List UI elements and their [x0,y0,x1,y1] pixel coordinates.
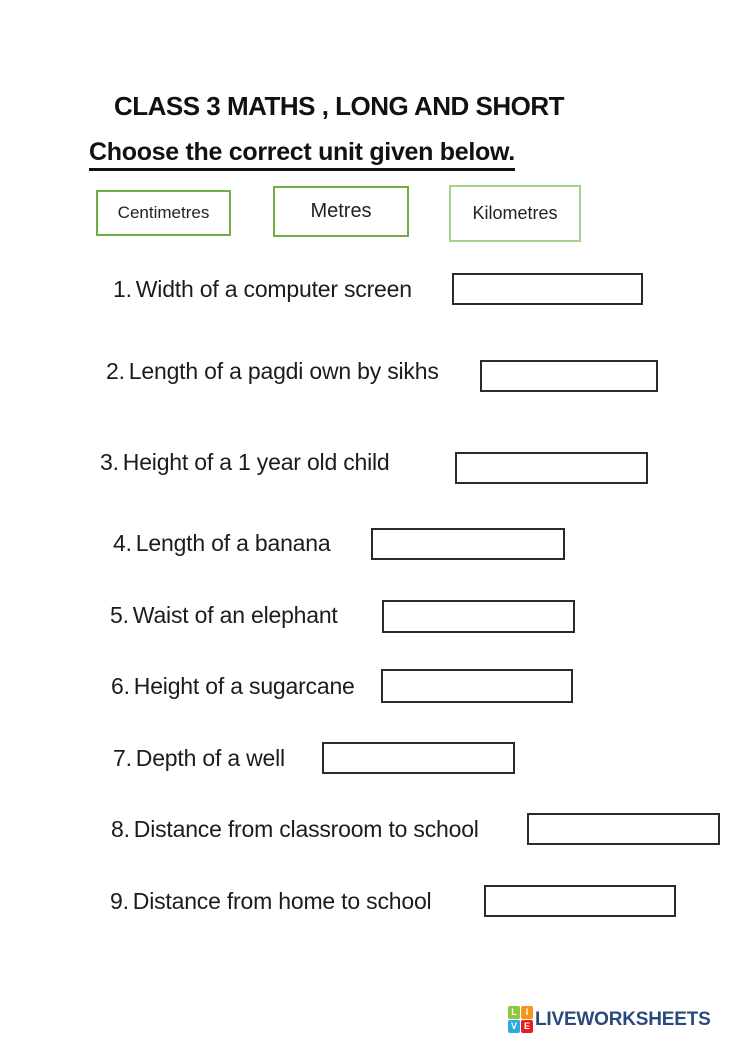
question-number: 9. [110,888,129,914]
unit-option-metres[interactable] [273,186,409,237]
answer-box-2[interactable] [480,360,658,392]
question-row [111,673,355,700]
question-row [113,530,330,557]
question-text: Width of a computer screen [135,276,412,302]
question-number: 5. [110,602,129,628]
logo-square-v: V [508,1020,520,1033]
logo-square-e: E [521,1020,533,1033]
liveworksheets-logo-icon [508,1006,533,1033]
question-number: 3. [100,449,119,475]
worksheet-title: CLASS 3 MATHS , LONG AND SHORT [113,91,565,121]
question-row [106,358,439,385]
instruction-heading: Choose the correct unit given below. [89,138,515,171]
question-text: Waist of an elephant [132,602,338,628]
brand-name: LIVEWORKSHEETS [535,1008,711,1030]
question-row [110,888,431,915]
question-number: 8. [111,816,130,842]
question-number: 1. [113,276,132,302]
question-text: Distance from classroom to school [133,816,479,842]
answer-box-3[interactable] [455,452,648,484]
question-row [113,745,285,772]
question-text: Depth of a well [135,745,285,771]
question-row [100,449,390,476]
question-number: 2. [106,358,125,384]
question-number: 6. [111,673,130,699]
answer-box-8[interactable] [527,813,720,845]
question-row [113,276,412,303]
answer-box-5[interactable] [382,600,575,633]
unit-option-centimetres[interactable] [96,190,231,236]
question-text: Length of a banana [135,530,331,556]
question-number: 7. [113,745,132,771]
answer-box-7[interactable] [322,742,515,774]
question-row [110,602,338,629]
unit-option-kilometres[interactable] [449,185,581,242]
question-text: Distance from home to school [132,888,432,914]
question-text: Height of a 1 year old child [122,449,390,475]
answer-box-4[interactable] [371,528,565,560]
question-row [111,816,479,843]
liveworksheets-brand[interactable] [508,1006,711,1033]
question-text: Length of a pagdi own by sikhs [128,358,439,384]
answer-box-1[interactable] [452,273,643,305]
logo-square-l: L [508,1006,520,1019]
question-number: 4. [113,530,132,556]
answer-box-6[interactable] [381,669,573,703]
answer-box-9[interactable] [484,885,676,917]
unit-option-label: Kilometres [472,203,558,223]
logo-square-i: I [521,1006,533,1019]
unit-option-label: Centimetres [117,203,210,222]
question-text: Height of a sugarcane [133,673,355,699]
unit-option-label: Metres [310,200,372,222]
